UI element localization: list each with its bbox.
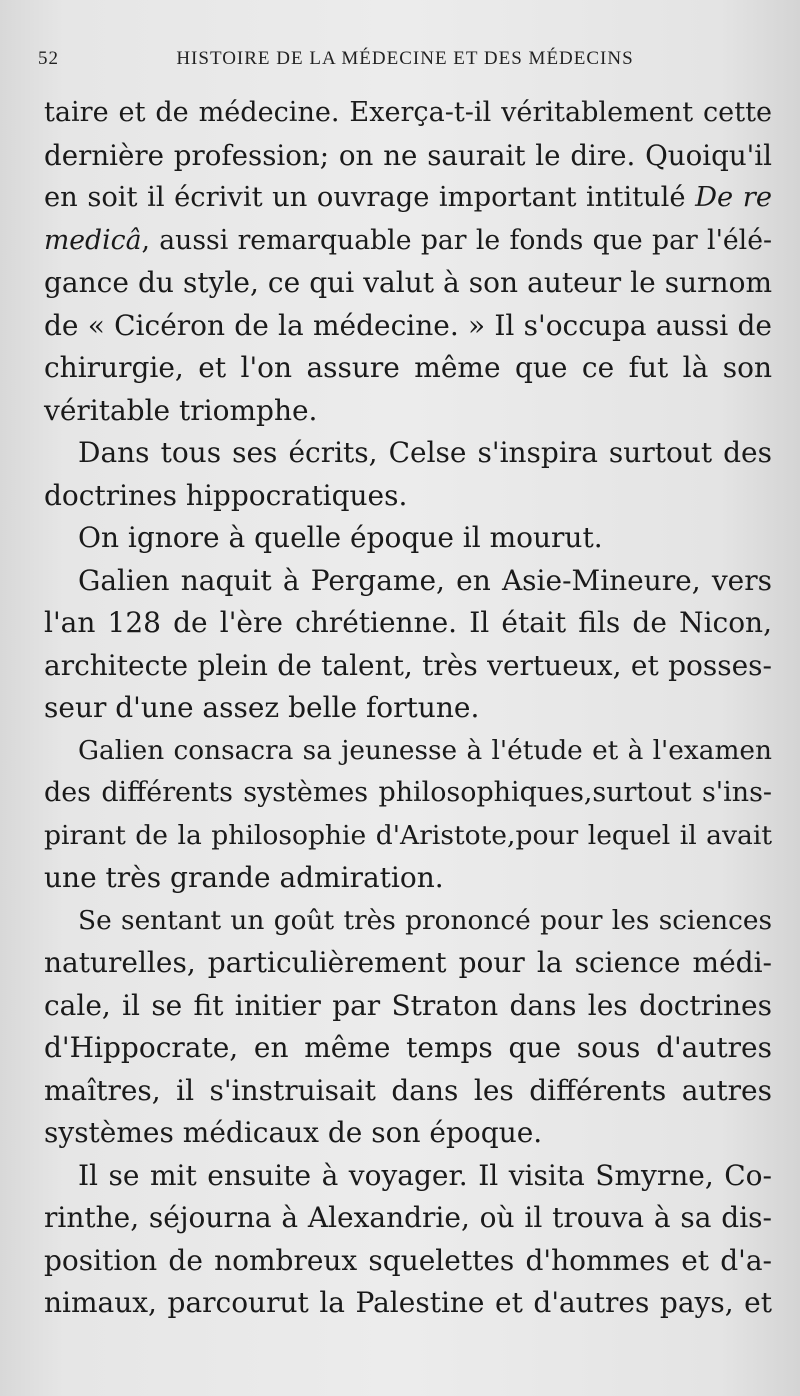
text-line: véritable triomphe. xyxy=(44,393,318,427)
text-line: d'Hippocrate, en même temps que sous d'autres xyxy=(44,1031,772,1064)
italic-title-segment: medicâ xyxy=(44,224,142,256)
text-line: chirurgie, et l'on assure même que ce fut là son xyxy=(44,351,772,384)
text-line: Galien consacra sa jeunesse à l'étude et à l'examen xyxy=(78,735,772,766)
text-line: taire et de médecine. Exerça-t-il véritablement cette xyxy=(44,97,772,128)
text-line: position de nombreux squelettes d'hommes et d'a- xyxy=(44,1243,772,1277)
text-line: de « Cicéron de la médecine. » Il s'occupa aussi de xyxy=(44,308,772,342)
text-line: cale, il se fit initier par Straton dans les doctrines xyxy=(44,988,772,1022)
text-line xyxy=(44,177,772,220)
text-line: Il se mit ensuite à voyager. Il visita Smyrne, Co- xyxy=(78,1158,772,1192)
text-line: systèmes médicaux de son époque. xyxy=(44,1116,543,1149)
text-line: Galien naquit à Pergame, en Asie-Mineure, vers xyxy=(78,563,772,597)
text-line xyxy=(44,220,772,263)
text-line: une très grande admiration. xyxy=(44,861,444,894)
text-line: seur d'une assez belle fortune. xyxy=(44,691,480,724)
running-title: HISTOIRE DE LA MÉDECINE ET DES MÉDECINS xyxy=(176,48,634,69)
text-line: gance du style, ce qui valut à son auteur le surnom xyxy=(44,266,772,299)
text-line: Se sentant un goût très prononcé pour les sciences xyxy=(78,905,772,936)
text-segment: , aussi remarquable par le fonds que par l'élé- xyxy=(141,224,772,256)
text-line: Dans tous ses écrits, Celse s'inspira surtout des xyxy=(78,436,772,469)
text-line: nimaux, parcourut la Palestine et d'autres pays, et xyxy=(44,1286,772,1319)
text-line: naturelles, particulièrement pour la science médi- xyxy=(44,946,772,979)
text-line: maîtres, il s'instruisait dans les différents autres xyxy=(44,1073,772,1107)
text-line: des différents systèmes philosophiques,surtout s'ins- xyxy=(44,777,772,808)
text-line: architecte plein de talent, très vertueux, et posses- xyxy=(44,648,772,682)
running-head xyxy=(38,44,752,74)
text-segment: en soit il écrivit un ouvrage important intitulé xyxy=(44,182,696,213)
text-line: dernière profession; on ne saurait le dire. Quoiqu'il xyxy=(44,138,772,172)
text-line: doctrines hippocratiques. xyxy=(44,478,408,512)
text-line: rinthe, séjourna à Alexandrie, où il trouva à sa dis- xyxy=(44,1201,772,1234)
text-line: l'an 128 de l'ère chrétienne. Il était fils de Nicon, xyxy=(44,606,772,639)
italic-title-segment: De re xyxy=(695,182,772,213)
page-number: 52 xyxy=(38,48,59,69)
body-text xyxy=(44,92,772,1325)
text-line: pirant de la philosophie d'Aristote,pour lequel il avait xyxy=(44,819,772,851)
text-line: On ignore à quelle époque il mourut. xyxy=(78,521,603,554)
